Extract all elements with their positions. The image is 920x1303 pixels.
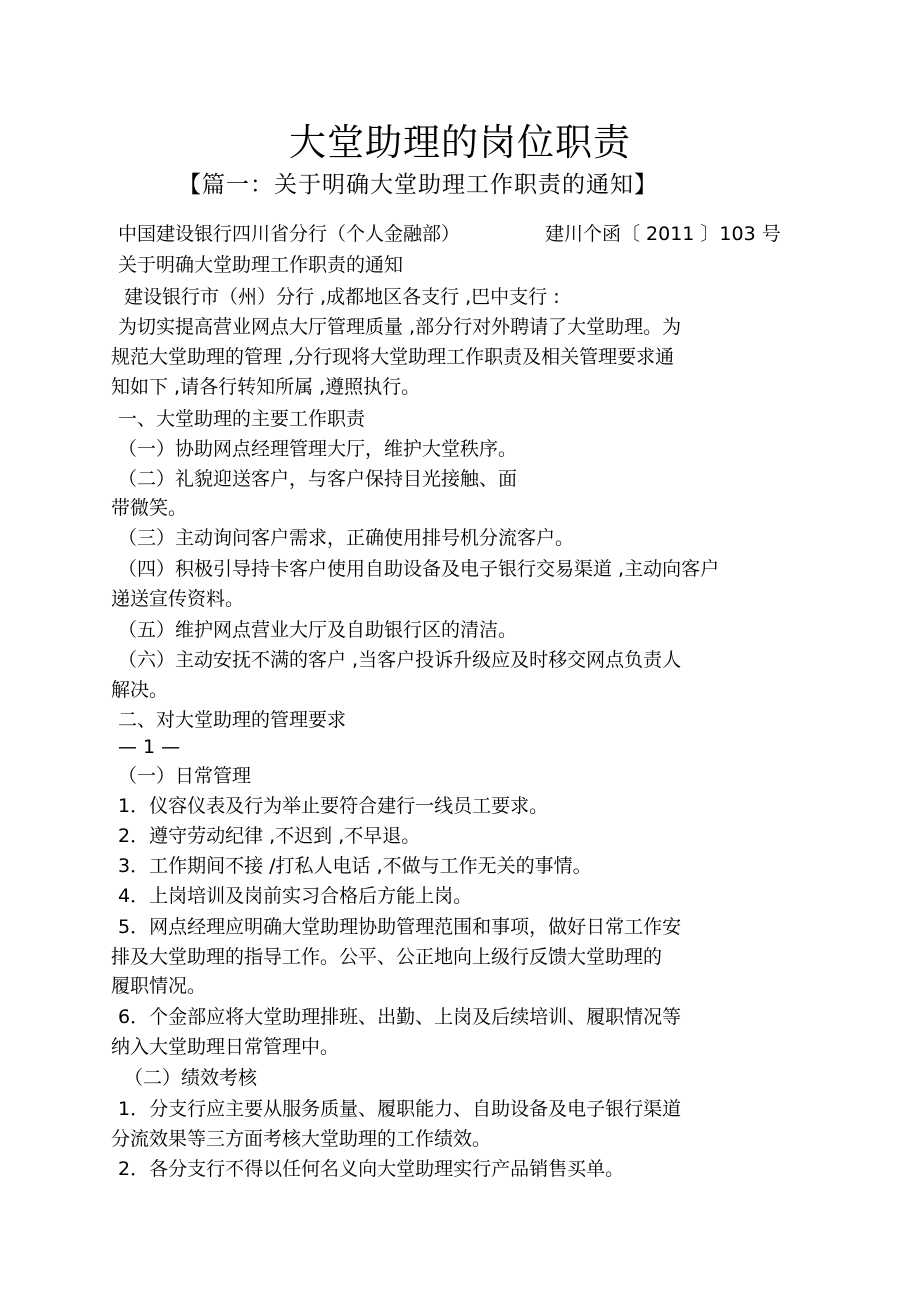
numbered-item: 5．网点经理应明确大堂助理协助管理范围和事项，做好日常工作安 [118,916,682,938]
list-item: （一）协助网点经理管理大厅，维护大堂秩序。 [118,438,518,460]
numbered-item: 4．上岗培训及岗前实习合格后方能上岗。 [118,885,473,907]
addressee-line: 建设银行市（州）分行 ,成都地区各支行 ,巴中支行 : [124,286,560,308]
numbered-item: 1．分支行应主要从服务质量、履职能力、自助设备及电子银行渠道 [118,1098,682,1120]
page-number: — 1 — [118,736,181,758]
section-heading: 二、对大堂助理的管理要求 [118,709,347,731]
numbered-item: 6．个金部应将大堂助理排班、出勤、上岗及后续培训、履职情况等 [118,1006,682,1028]
numbered-item: 1．仪容仪表及行为举止要符合建行一线员工要求。 [118,795,549,817]
numbered-item: 3．工作期间不接 /打私人电话 ,不做与工作无关的事情。 [118,855,592,877]
subsection-heading: （一）日常管理 [118,765,252,787]
document-subtitle: 【篇一：关于明确大堂助理工作职责的通知】 [178,172,658,198]
list-item: （三）主动询问客户需求，正确使用排号机分流客户。 [118,527,575,549]
body-paragraph-line: 知如下 ,请各行转知所属 ,遵照执行。 [111,376,421,398]
list-item-continuation: 递送宣传资料。 [111,588,245,610]
list-item-continuation: 解决。 [111,679,169,701]
subsection-heading: （二）绩效考核 [124,1067,258,1089]
numbered-item-continuation: 排及大堂助理的指导工作。公平、公正地向上级行反馈大堂助理的 [111,946,663,968]
list-item-continuation: 带微笑。 [111,497,188,519]
numbered-item-continuation: 纳入大堂助理日常管理中。 [111,1036,340,1058]
list-item: （五）维护网点营业大厅及自助银行区的清洁。 [118,619,518,641]
numbered-item: 2．遵守劳动纪律 ,不迟到 ,不早退。 [118,825,421,847]
numbered-item-continuation: 履职情况。 [111,975,207,997]
numbered-item: 2．各分支行不得以任何名义向大堂助理实行产品销售买单。 [118,1158,625,1180]
body-paragraph-line: 为切实提高营业网点大厅管理质量 ,部分行对外聘请了大堂助理。为 [118,316,682,338]
document-title: 大堂助理的岗位职责 [289,121,631,164]
list-item: （四）积极引导持卡客户使用自助设备及电子银行交易渠道 ,主动向客户 [118,558,720,580]
reference-number: 建川个函〔 2011 〕103 号 [545,223,781,245]
body-paragraph-line: 规范大堂助理的管理 ,分行现将大堂助理工作职责及相关管理要求通 [111,346,675,368]
issuer-line: 中国建设银行四川省分行（个人金融部） [118,223,461,245]
list-item: （六）主动安抚不满的客户 ,当客户投诉升级应及时移交网点负责人 [118,649,682,671]
numbered-item-continuation: 分流效果等三方面考核大堂助理的工作绩效。 [111,1128,492,1150]
list-item: （二）礼貌迎送客户，与客户保持目光接触、面 [118,468,518,490]
section-heading: 一、大堂助理的主要工作职责 [118,408,366,430]
notice-title: 关于明确大堂助理工作职责的通知 [118,254,404,276]
